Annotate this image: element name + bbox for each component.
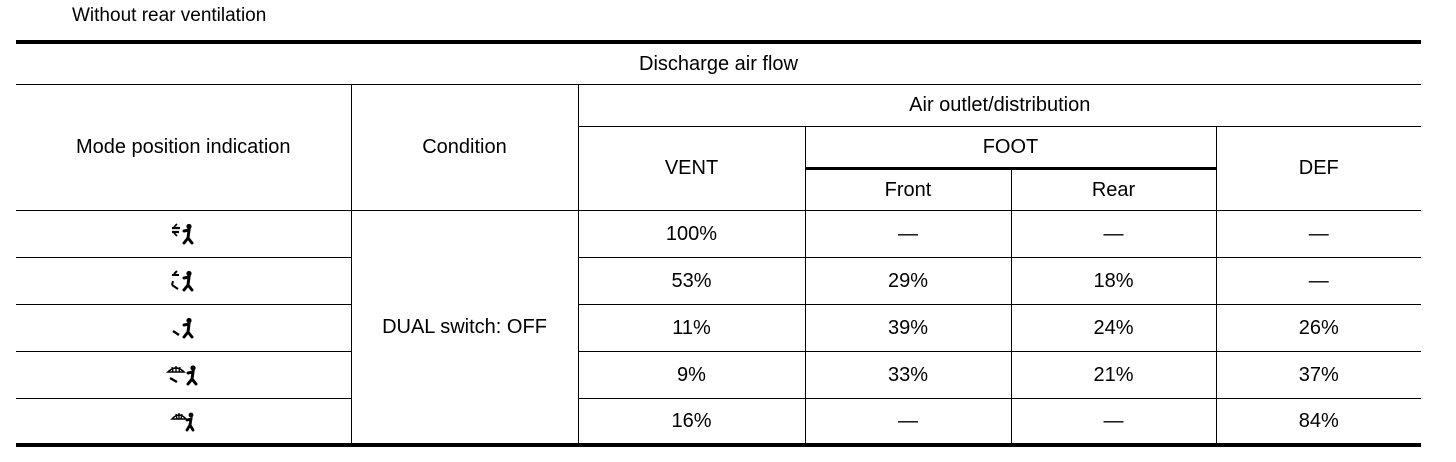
table-row [16,304,1421,351]
mode-foot-defrost-icon [16,351,351,398]
mode-vent-icon [16,210,351,257]
def-value: 26% [1216,304,1421,351]
condition-value: DUAL switch: OFF [351,210,578,445]
table-row [16,210,1421,257]
vent-value: 16% [578,398,805,445]
def-value: — [1216,210,1421,257]
header-vent: VENT [578,126,805,210]
vent-value: 9% [578,351,805,398]
discharge-air-flow-table [16,40,1421,447]
foot-rear-value: — [1011,398,1216,445]
foot-rear-value: 24% [1011,304,1216,351]
def-value: — [1216,257,1421,304]
foot-front-value: — [805,210,1011,257]
header-foot-rear: Rear [1011,168,1216,210]
table-row [16,257,1421,304]
def-value: 37% [1216,351,1421,398]
table-row [16,398,1421,445]
vent-value: 11% [578,304,805,351]
header-mode-position: Mode position indication [16,84,351,210]
foot-rear-value: — [1011,210,1216,257]
header-air-outlet: Air outlet/distribution [578,84,1421,126]
def-value: 84% [1216,398,1421,445]
header-condition: Condition [351,84,578,210]
foot-front-value: 29% [805,257,1011,304]
header-foot: FOOT [805,126,1216,168]
mode-defrost-icon [16,398,351,445]
foot-rear-value: 21% [1011,351,1216,398]
header-discharge-air-flow: Discharge air flow [16,42,1421,84]
mode-bilevel-icon [16,257,351,304]
header-def: DEF [1216,126,1421,210]
table-row [16,351,1421,398]
foot-front-value: — [805,398,1011,445]
header-foot-front: Front [805,168,1011,210]
table-caption: Without rear ventilation [72,5,267,26]
foot-front-value: 33% [805,351,1011,398]
vent-value: 100% [578,210,805,257]
vent-value: 53% [578,257,805,304]
foot-rear-value: 18% [1011,257,1216,304]
mode-foot-icon [16,304,351,351]
foot-front-value: 39% [805,304,1011,351]
